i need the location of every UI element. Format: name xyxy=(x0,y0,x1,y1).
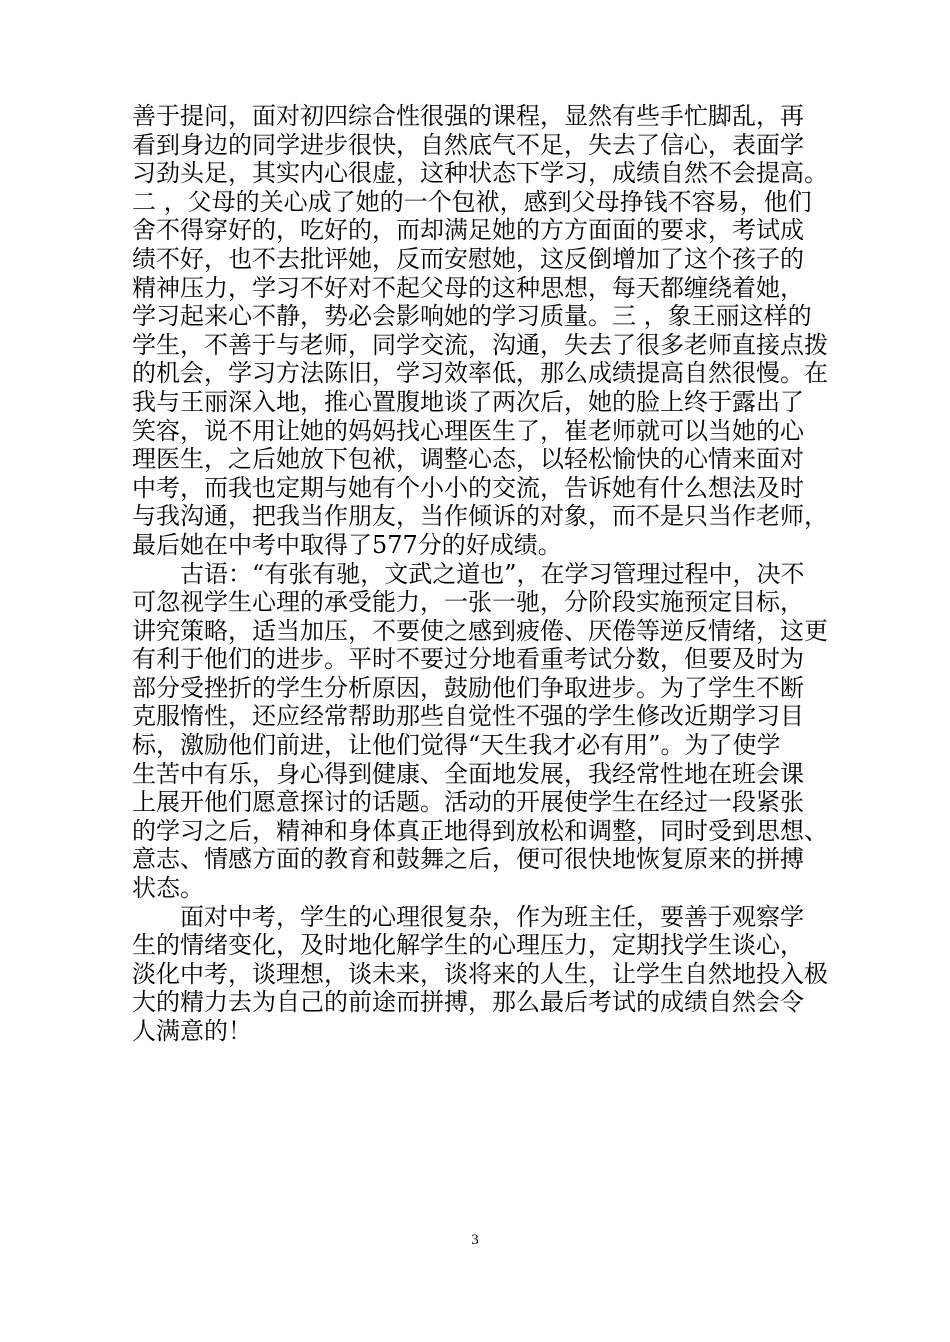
text-line: 善于提问，面对初四综合性很强的课程，显然有些手忙脚乱，再 xyxy=(132,102,804,130)
text-line: 笑容，说不用让她的妈妈找心理医生了，崔老师就可以当她的心 xyxy=(132,416,804,445)
text-line: 我与王丽深入地，推心置腹地谈了两次后，她的脸上终于露出了 xyxy=(132,387,804,416)
text-line: 的机会，学习方法陈旧，学习效率低，那么成绩提高自然很慢。在 xyxy=(132,359,828,388)
text-line: 绩不好，也不去批评她，反而安慰她，这反倒增加了这个孩子的 xyxy=(132,244,804,273)
text-line: 理医生，之后她放下包袱，调整心态，以轻松愉快的心情来面对 xyxy=(132,445,804,474)
text-line: 大的精力去为自己的前途而拼搏，那么最后考试的成绩自然会令 xyxy=(132,988,804,1017)
text-line: 上展开他们愿意探讨的话题。活动的开展使学生在经过一段紧张 xyxy=(132,788,804,817)
text-line: 意志、情感方面的教育和鼓舞之后，便可很快地恢复原来的拼搏 xyxy=(132,845,804,874)
text-line: 精神压力，学习不好对不起父母的这种思想，每天都缠绕着她， xyxy=(132,273,804,302)
page-number: 3 xyxy=(471,1232,479,1248)
text-line: 人满意的！ xyxy=(132,1017,252,1045)
text-line: 克服惰性，还应经常帮助那些自觉性不强的学生修改近期学习目 xyxy=(132,702,804,731)
text-line: 生苦中有乐，身心得到健康、全面地发展，我经常性地在班会课 xyxy=(132,759,804,788)
text-line: 状态。 xyxy=(132,874,204,903)
text-line: 古语：“有张有驰，文武之道也”，在学习管理过程中，决不 xyxy=(132,559,805,588)
text-line: 标，激励他们前进，让他们觉得“天生我才必有用”。为了使学 xyxy=(132,731,781,760)
text-line: 生的情绪变化，及时地化解学生的心理压力，定期找学生谈心， xyxy=(132,931,804,960)
text-line: 有利于他们的进步。平时不要过分地看重考试分数，但要及时为 xyxy=(132,645,804,674)
text-line: 的学习之后，精神和身体真正地得到放松和调整，同时受到思想、 xyxy=(132,816,828,845)
body-text xyxy=(132,102,872,1046)
text-line: 中考，而我也定期与她有个小小的交流，告诉她有什么想法及时 xyxy=(132,473,804,502)
text-line: 讲究策略，适当加压，不要使之感到疲倦、厌倦等逆反情绪，这更 xyxy=(132,616,828,645)
text-line: 学生，不善于与老师，同学交流，沟通，失去了很多老师直接点拨 xyxy=(132,330,828,359)
text-line: 二 ，父母的关心成了她的一个包袱，感到父母挣钱不容易，他们 xyxy=(132,187,812,216)
text-line: 可忽视学生心理的承受能力，一张一驰，分阶段实施预定目标， xyxy=(132,588,804,617)
text-line: 看到身边的同学进步很快，自然底气不足，失去了信心，表面学 xyxy=(132,130,804,159)
text-line: 淡化中考，谈理想，谈未来，谈将来的人生，让学生自然地投入极 xyxy=(132,959,828,988)
text-line: 习劲头足，其实内心很虚，这种状态下学习，成绩自然不会提高。 xyxy=(132,159,828,188)
text-line: 部分受挫折的学生分析原因，鼓励他们争取进步。为了学生不断 xyxy=(132,673,804,702)
text-line: 与我沟通，把我当作朋友，当作倾诉的对象，而不是只当作老师， xyxy=(132,502,828,531)
text-line: 学习起来心不静，势必会影响她的学习质量。三 ，象王丽这样的 xyxy=(132,302,812,331)
text-line: 面对中考，学生的心理很复杂，作为班主任，要善于观察学 xyxy=(132,902,804,931)
text-line: 最后她在中考中取得了577分的好成绩。 xyxy=(132,530,562,559)
text-line: 舍不得穿好的，吃好的，而却满足她的方方面面的要求，考试成 xyxy=(132,216,804,245)
